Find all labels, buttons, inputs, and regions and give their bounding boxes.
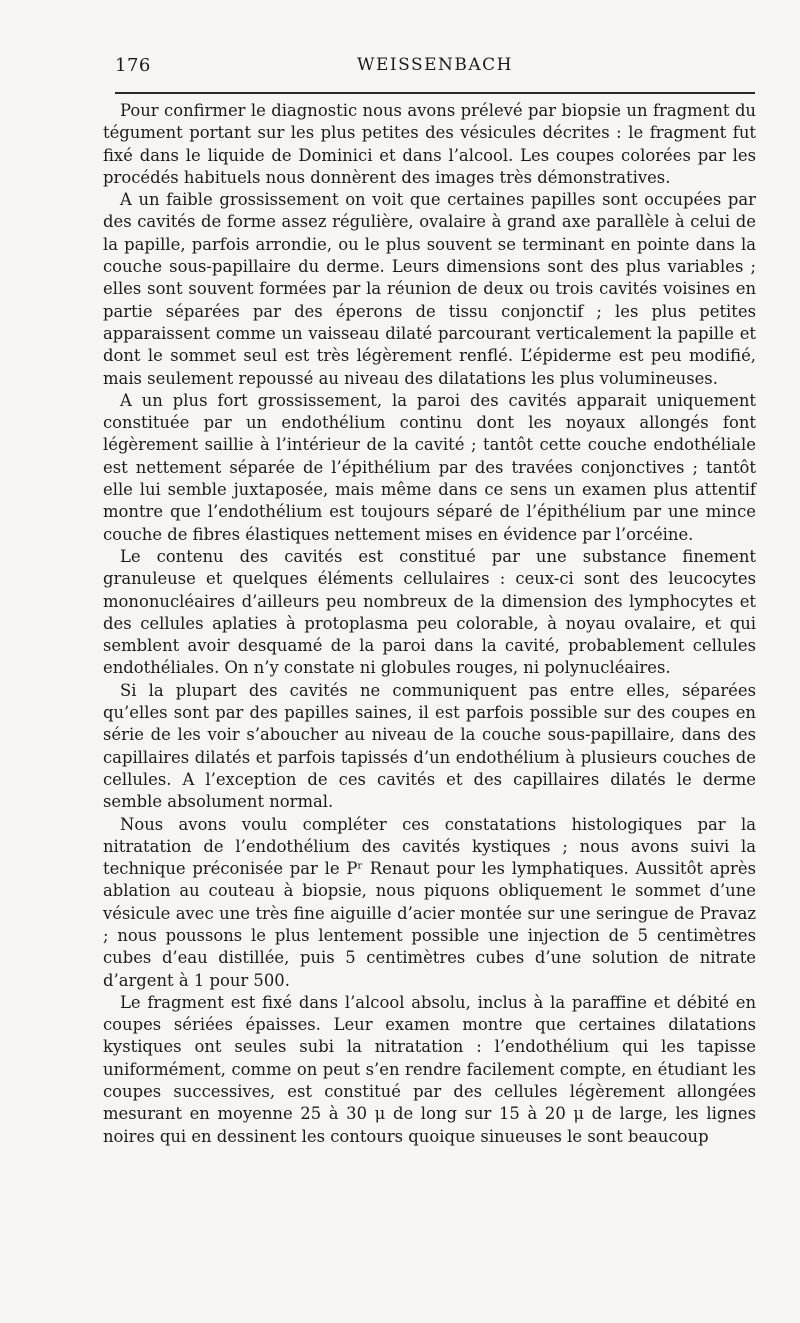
page-header xyxy=(115,55,755,85)
paragraph: Nous avons voulu compléter ces constatations histologiques par la nitratation de l’endothélium des cavités kystiques ; nous avons suivi la technique préconisée par le Pʳ Renaut pour les lymphatiques. Aussitôt après ablation au couteau à biopsie, nous piquons obliquement le sommet d’une vésicule avec une très fine aiguille d’acier montée sur une seringue de Pravaz ; nous poussons le plus lentement possible une injection de 5 centimètres cubes d’eau distillée, puis 5 centimètres cubes d’une solution de nitrate d’argent à 1 pour 500. xyxy=(103,814,756,990)
body-text xyxy=(103,100,756,1148)
paragraph: Le fragment est fixé dans l’alcool absolu, inclus à la paraffine et débité en coupes sériées épaisses. Leur examen montre que certaines dilatations kystiques ont seules subi la nitratation : l’endothélium qui les tapisse uniformément, comme on peut s’en rendre facilement compte, en étudiant les coupes successives, est constitué par des cellules légèrement allongées mesurant en moyenne 25 à 30 μ de long sur 15 à 20 μ de large, les lignes noires qui en dessinent les contours quoique sinueuses le sont beaucoup xyxy=(103,992,756,1146)
paragraph: Si la plupart des cavités ne communiquent pas entre elles, séparées qu’elles sont par des papilles saines, il est parfois possible sur des coupes en série de les voir s’aboucher au niveau de la couche sous-papillaire, dans des capillaires dilatés et parfois tapissés d’un endothélium à plusieurs couches de cellules. A l’exception de ces cavités et des capillaires dilatés le derme semble absolument normal. xyxy=(103,680,756,812)
paragraph: A un faible grossissement on voit que certaines papilles sont occupées par des cavités de forme assez régulière, ovalaire à grand axe parallèle à celui de la papille, parfois arrondie, ou le plus souvent se terminant en pointe dans la couche sous-papillaire du derme. Leurs dimensions sont des plus variables ; elles sont souvent formées par la réunion de deux ou trois cavités voisines en partie séparées par des éperons de tissu conjonctif ; les plus petites apparaissent comme un vaisseau dilaté parcourant verticalement la papille et dont le sommet seul est très légèrement renflé. L’épiderme est peu modifié, mais seulement repoussé au niveau des dilatations les plus volumineuses. xyxy=(103,190,756,388)
paragraph: Le contenu des cavités est constitué par une substance finement granuleuse et quelques éléments cellulaires : ceux-ci sont des leucocytes mononucléaires d’ailleurs peu nombreux de la dimension des lymphocytes et des cellules aplaties à protoplasma peu colorable, à noyau ovalaire, et qui semblent avoir desquamé de la paroi dans la cavité, probablement cellules endothéliales. On n’y constate ni globules rouges, ni polynucléaires. xyxy=(103,546,756,678)
header-rule xyxy=(115,92,755,94)
page-number: 176 xyxy=(115,55,151,76)
paragraph: A un plus fort grossissement, la paroi des cavités apparait uniquement constituée par un endothélium continu dont les noyaux allongés font légèrement saillie à l’intérieur de la cavité ; tantôt cette couche endothéliale est nettement séparée de l’épithélium par des travées conjonctives ; tantôt elle lui semble juxtaposée, mais même dans ce sens un examen plus attentif montre que l’endothélium est toujours séparé de l’épithélium par une mince couche de fibres élastiques nettement mises en évidence par l’orcéine. xyxy=(103,390,756,544)
paragraph: Pour confirmer le diagnostic nous avons prélevé par biopsie un fragment du tégument portant sur les plus petites des vésicules décrites : le fragment fut fixé dans le liquide de Dominici et dans l’alcool. Les coupes colorées par les procédés habituels nous donnèrent des images très démonstratives. xyxy=(103,101,756,187)
running-head: WEISSENBACH xyxy=(357,55,513,75)
